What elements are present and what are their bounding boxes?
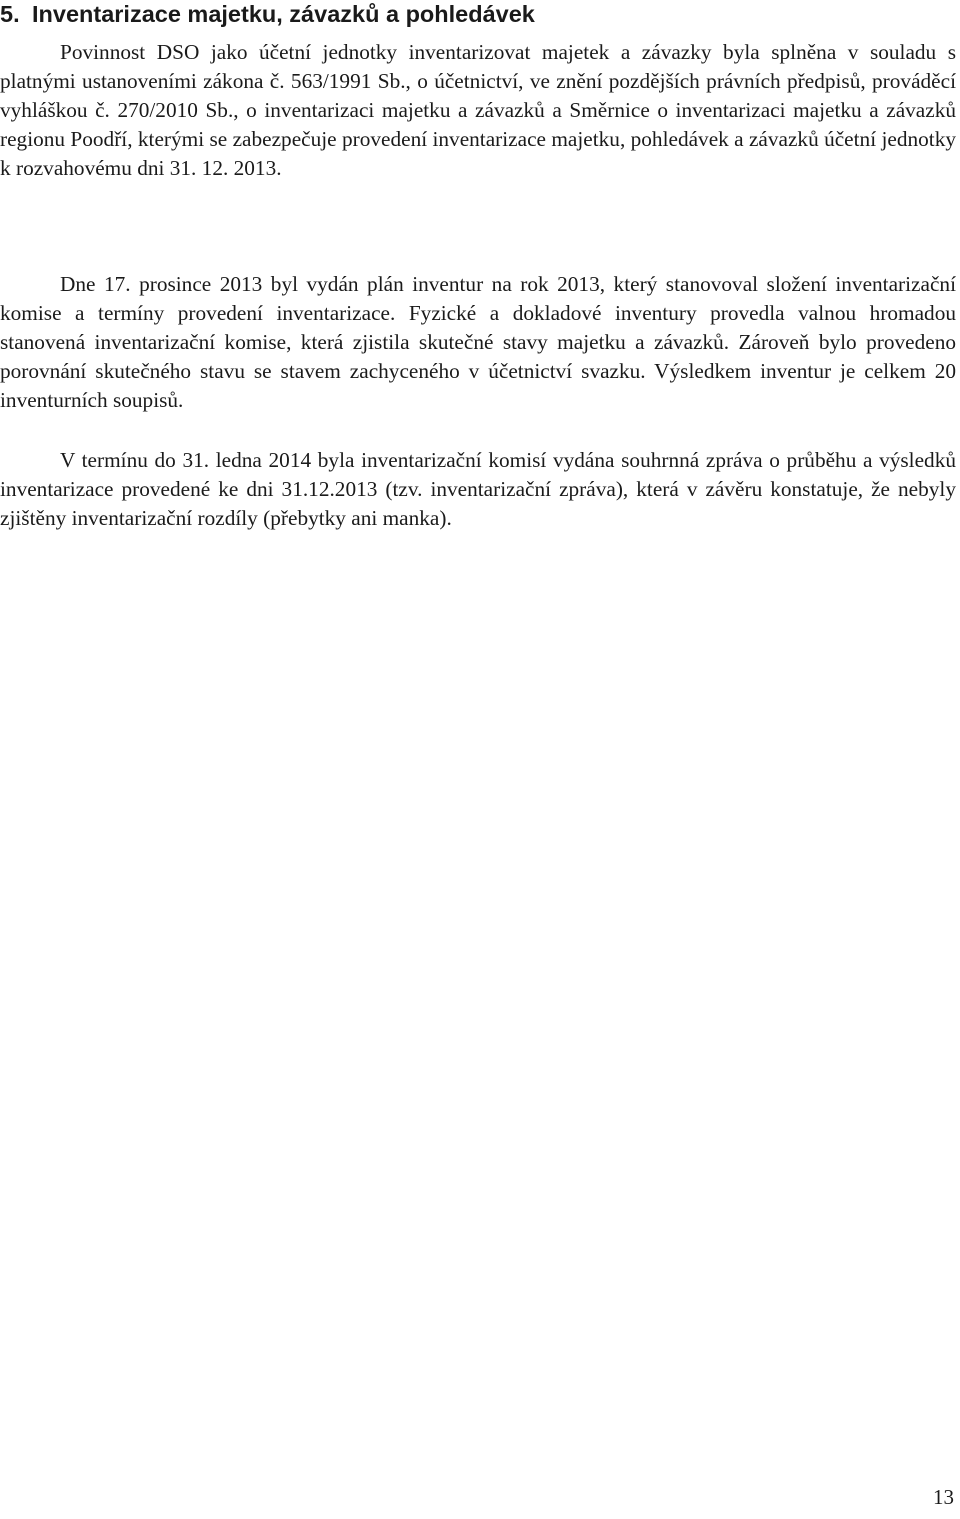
paragraph-inventory-obligation: Povinnost DSO jako účetní jednotky inventarizovat majetek a závazky byla splněna v souladu s platnými ustanoveními zákona č. 563/1991 Sb., o účetnictví, ve znění pozdějších právních předpisů, prováděcí vyhláškou č. 270/2010 Sb., o inventarizaci majetku a závazků a Směrnice o inventarizaci majetku a závazků regionu Poodří, kterými se zabezpečuje provedení inventarizace majetku, pohledávek a závazků účetní jednotky k rozvahovému dni 31. 12. 2013. <box>0 40 956 180</box>
section-heading <box>0 0 940 30</box>
section-title: Inventarizace majetku, závazků a pohledávek <box>32 1 535 27</box>
section-number: 5. <box>0 1 20 27</box>
paragraph-inventory-plan: Dne 17. prosince 2013 byl vydán plán inventur na rok 2013, který stanovoval složení inventarizační komise a termíny provedení inventarizace. Fyzické a dokladové inventury provedla valnou hromadou stanovená inventarizační komise, která zjistila skutečné stavy majetku a závazků. Zároveň bylo provedeno porovnání skutečného stavu se stavem zachyceného v účetnictví svazku. Výsledkem inventur je celkem 20 inventurních soupisů. <box>0 272 956 412</box>
paragraph-inventory-report: V termínu do 31. ledna 2014 byla inventarizační komisí vydána souhrnná zpráva o průběhu a výsledků inventarizace provedené ke dni 31.12.2013 (tzv. inventarizační zpráva), která v závěru konstatuje, že nebyly zjištěny inventarizační rozdíly (přebytky ani manka). <box>0 448 956 530</box>
page-number: 13 <box>933 1485 954 1509</box>
